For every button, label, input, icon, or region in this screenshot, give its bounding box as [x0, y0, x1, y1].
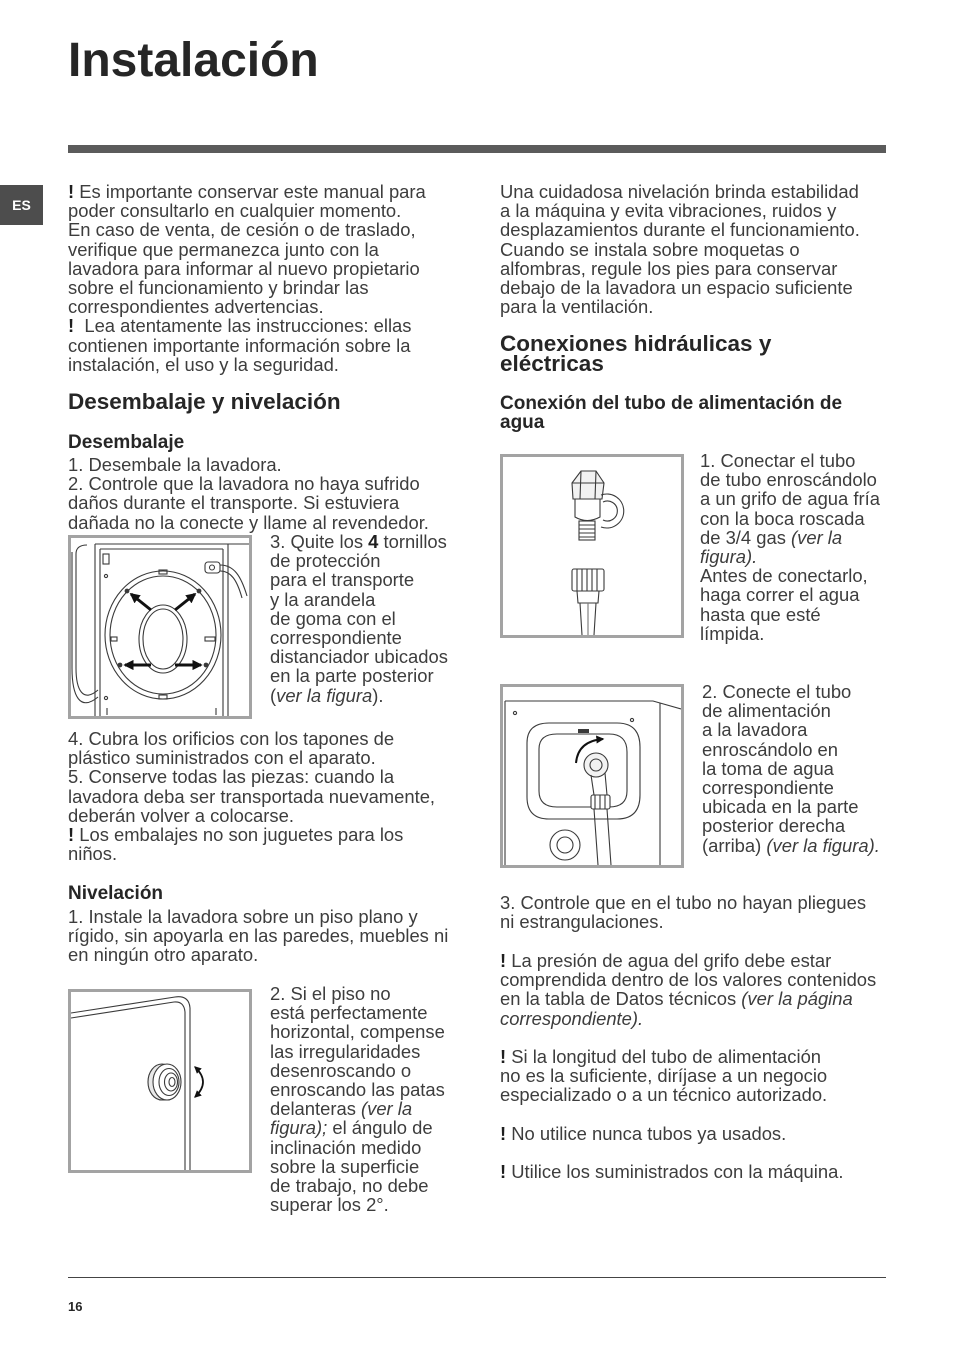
text-line	[702, 720, 880, 739]
text-run: límpida.	[700, 622, 765, 644]
text-line	[500, 413, 842, 432]
text-run: distanciador ubicados	[270, 646, 448, 668]
text-run: no es la suficiente, diríjase a un negocio	[500, 1065, 828, 1087]
text-line	[68, 355, 426, 374]
warning-mark: !	[500, 1123, 507, 1144]
warning-mark: !	[68, 181, 75, 202]
text-line	[270, 1195, 445, 1214]
tap-hose-figure	[500, 454, 684, 638]
text-run: rígido, sin apoyarla en las paredes, muebles ni	[68, 925, 449, 947]
text-line	[270, 1118, 445, 1137]
text-run: ni estrangulaciones.	[500, 911, 664, 933]
text-line	[68, 806, 435, 825]
text-run: en ningún otro aparato.	[68, 944, 259, 966]
footer-rule	[68, 1277, 886, 1278]
unpacking-figure-caption	[270, 532, 448, 705]
text-line	[270, 1080, 445, 1099]
subheading-unpacking: Desembalaje	[68, 432, 185, 453]
text-line	[68, 493, 429, 512]
text-run: Utilice los suministrados con la máquina.	[506, 1161, 844, 1182]
text-line	[702, 740, 880, 759]
text-run: a la lavadora	[702, 719, 808, 741]
text-line	[702, 701, 880, 720]
text-line	[700, 566, 880, 585]
text-run: en la tabla de Datos técnicos	[500, 988, 742, 1010]
text-line	[700, 624, 880, 643]
text-run: poder consultarlo en cualquier momento.	[68, 200, 402, 222]
text-line	[500, 970, 876, 989]
text-run: enroscándolo en	[702, 738, 838, 760]
italic-reference: figura).	[700, 546, 758, 568]
text-run: ).	[372, 684, 384, 706]
text-line	[270, 666, 448, 685]
text-run: 5. Conserve todas las piezas: cuando la	[68, 766, 395, 788]
page-number: 16	[68, 1299, 83, 1314]
rotation-arrow	[195, 1067, 203, 1097]
warning-mark: !	[68, 315, 75, 337]
leveling-foot-figure	[68, 989, 252, 1173]
text-run: debajo de la lavadora un espacio suficiente	[500, 277, 853, 299]
text-line	[700, 547, 880, 566]
warning-mark: !	[500, 950, 507, 971]
text-line	[702, 759, 880, 778]
text-line	[68, 844, 435, 863]
leveling-figure-caption	[270, 984, 445, 1214]
text-run: horizontal, compense	[270, 1021, 445, 1043]
subheading-water-hose	[500, 394, 842, 432]
text-run: correspondiente	[270, 627, 402, 649]
warning-mark: !	[500, 1161, 507, 1182]
text-line	[270, 1138, 445, 1157]
text-run: agua	[500, 412, 545, 433]
text-run: (arriba)	[702, 834, 767, 856]
bold-text: 4	[368, 531, 379, 552]
text-run: el ángulo de	[327, 1117, 433, 1139]
text-run: a la máquina y evita vibraciones, ruidos y	[500, 200, 837, 222]
warning-mark: !	[500, 1046, 507, 1067]
language-tab: ES	[0, 185, 43, 225]
text-run: Antes de conectarlo,	[700, 565, 868, 587]
text-run: alfombras, regule los pies para conservar	[500, 257, 838, 279]
drum-back-panel	[105, 570, 221, 699]
rear-screws-figure	[68, 535, 252, 719]
text-line	[68, 825, 435, 844]
text-line	[500, 240, 860, 259]
text-line	[500, 1162, 843, 1181]
text-run: 1. Desembale la lavadora.	[68, 454, 282, 475]
text-run: En caso de venta, de cesión o de traslado,	[68, 219, 416, 241]
text-line	[68, 729, 435, 748]
text-line	[700, 489, 880, 508]
leveling-foot	[148, 1064, 181, 1100]
inlet-valve-with-hose	[584, 753, 611, 865]
text-run: sobre el funcionamiento y brindar las	[68, 277, 369, 299]
text-run: y la arandela	[270, 588, 376, 610]
text-line	[702, 816, 880, 835]
text-line	[68, 201, 426, 220]
italic-reference: figura);	[270, 1117, 328, 1139]
text-line	[500, 259, 860, 278]
inlet-connection-figure	[500, 684, 684, 868]
text-line	[68, 787, 435, 806]
text-run: para la ventilación.	[500, 296, 654, 318]
text-run: ubicada en la parte	[702, 796, 859, 818]
text-run: Los embalajes no son juguetes para los	[74, 824, 404, 846]
italic-reference: (ver la página	[741, 988, 853, 1010]
text-run: comprendida dentro de los valores contenidos	[500, 969, 877, 991]
text-run: 2. Conecte el tubo	[702, 681, 852, 702]
text-line	[270, 1061, 445, 1080]
used-hose-warning	[500, 1124, 786, 1143]
header-rule	[68, 145, 886, 153]
italic-reference: (ver la	[791, 526, 843, 548]
italic-reference: correspondiente).	[500, 1007, 644, 1029]
text-run: inclinación medido	[270, 1136, 422, 1158]
text-run: de alimentación	[702, 700, 831, 722]
text-line	[270, 1099, 445, 1118]
text-run: 3. Quite los	[270, 531, 369, 552]
text-line	[270, 1042, 445, 1061]
section-heading-unpacking-leveling: Desembalaje y nivelación	[68, 389, 341, 414]
inlet-valve	[205, 562, 247, 598]
text-line	[700, 509, 880, 528]
text-line	[500, 201, 860, 220]
hose-check-step	[500, 893, 866, 931]
text-run: posterior derecha	[702, 815, 846, 837]
tap-connection-caption	[700, 451, 880, 643]
text-run: desplazamientos durante el funcionamiento.	[500, 219, 860, 241]
text-line	[500, 351, 771, 376]
hose-connector	[572, 569, 604, 635]
text-line	[500, 182, 860, 201]
text-run: Si la longitud del tubo de alimentación	[506, 1046, 822, 1067]
tap-hose-illustration	[503, 457, 681, 635]
text-line	[270, 609, 448, 628]
unpacking-steps	[68, 455, 429, 532]
pressure-warning	[500, 951, 876, 1028]
washer-rear-illustration	[71, 538, 249, 716]
text-run: sobre la superficie	[270, 1155, 420, 1177]
text-line	[700, 451, 880, 470]
text-line	[700, 605, 880, 624]
text-line	[270, 570, 448, 589]
inlet-recess	[527, 723, 640, 819]
text-line	[68, 767, 435, 786]
text-line	[68, 748, 435, 767]
leveling-intro-paragraph	[500, 182, 860, 316]
text-line	[500, 1085, 827, 1104]
text-line	[500, 394, 842, 413]
text-line	[68, 220, 426, 239]
text-line	[702, 778, 880, 797]
text-run: la toma de agua	[702, 757, 834, 779]
italic-reference: ver la figura	[276, 684, 373, 706]
text-run: dañada no la conecte y llame al revendedor.	[68, 511, 429, 533]
text-line	[700, 585, 880, 604]
text-line	[270, 1157, 445, 1176]
hose-length-warning	[500, 1047, 827, 1105]
text-line	[270, 532, 448, 551]
supplied-hose-warning	[500, 1162, 843, 1181]
text-run: tornillos	[378, 531, 447, 552]
text-line	[68, 316, 426, 335]
text-run: 4. Cubra los orificios con los tapones de	[68, 728, 395, 749]
text-run: No utilice nunca tubos ya usados.	[506, 1123, 787, 1144]
text-run: hasta que esté	[700, 603, 821, 625]
text-line	[270, 686, 448, 705]
text-run: Es importante conservar este manual para	[74, 181, 426, 202]
text-run: plástico suministrados con el aparato.	[68, 747, 376, 769]
text-run: 1. Conectar el tubo	[700, 450, 856, 471]
text-line	[270, 984, 445, 1003]
text-run: lavadora deba ser transportada nuevamente,	[68, 785, 436, 807]
text-line	[702, 836, 880, 855]
rear-port	[550, 830, 580, 860]
text-line	[270, 1022, 445, 1041]
leveling-steps	[68, 907, 448, 965]
text-run: Lea atentamente las instrucciones: ellas	[74, 315, 412, 337]
subheading-leveling: Nivelación	[68, 883, 164, 904]
text-run: correspondientes advertencias.	[68, 296, 324, 318]
text-run: Cuando se instala sobre moquetas o	[500, 238, 800, 260]
rear-panel-outline	[505, 701, 681, 865]
text-run: enroscando las patas	[270, 1079, 445, 1101]
text-line	[700, 470, 880, 489]
text-run: niños.	[68, 843, 118, 865]
inlet-connection-illustration	[503, 687, 681, 865]
italic-reference: (ver la	[361, 1098, 413, 1120]
text-line	[270, 647, 448, 666]
inlet-connection-caption	[702, 682, 880, 855]
text-run: verifique que permanezca junto con la	[68, 238, 379, 260]
text-line	[68, 513, 429, 532]
transport-screws	[118, 589, 209, 668]
washer-rear-outline	[95, 544, 249, 716]
text-line	[270, 628, 448, 647]
italic-reference: (ver la figura).	[766, 834, 880, 856]
text-line	[270, 551, 448, 570]
text-run: Conexión del tubo de alimentación de	[500, 393, 843, 414]
text-run: deberán volver a colocarse.	[68, 804, 294, 826]
text-line	[68, 259, 426, 278]
text-run: (	[270, 684, 277, 706]
drain-hose	[72, 545, 98, 703]
text-run: está perfectamente	[270, 1002, 428, 1024]
text-run: para el transporte	[270, 569, 415, 591]
text-run: Una cuidadosa nivelación brinda estabilidad	[500, 181, 859, 202]
text-line	[500, 912, 866, 931]
text-run: especializado o a un técnico autorizado.	[500, 1084, 828, 1106]
text-line	[500, 1047, 827, 1066]
text-line	[500, 951, 876, 970]
text-run: en la parte posterior	[270, 665, 434, 687]
text-run: haga correr el agua	[700, 584, 860, 606]
text-run: con la boca roscada	[700, 507, 865, 529]
text-run: correspondiente	[702, 777, 834, 799]
unpacking-more-steps	[68, 729, 435, 863]
warning-mark: !	[68, 824, 75, 846]
text-run: lavadora para informar al nuevo propietario	[68, 257, 420, 279]
text-line	[68, 297, 426, 316]
text-line	[500, 278, 860, 297]
text-line	[68, 926, 448, 945]
text-run: las irregularidades	[270, 1040, 421, 1062]
text-line	[500, 1009, 876, 1028]
text-line	[702, 797, 880, 816]
text-run: 2. Controle que la lavadora no haya sufrido	[68, 473, 420, 495]
text-line	[68, 474, 429, 493]
text-run: de protección	[270, 550, 381, 572]
text-line	[68, 182, 426, 201]
text-run: de goma con el	[270, 607, 396, 629]
text-line	[500, 1066, 827, 1085]
text-run: superar los 2°.	[270, 1194, 389, 1216]
text-line	[270, 1176, 445, 1195]
text-run: 3. Controle que en el tubo no hayan pliegues	[500, 892, 867, 913]
text-line	[68, 455, 429, 474]
text-run: a un grifo de agua fría	[700, 488, 880, 510]
text-line	[500, 989, 876, 1008]
page-title: Instalación	[68, 34, 319, 87]
text-line	[500, 1124, 786, 1143]
text-line	[702, 682, 880, 701]
text-run: contienen importante información sobre la	[68, 334, 411, 356]
text-line	[68, 945, 448, 964]
text-line	[500, 220, 860, 239]
text-line	[68, 278, 426, 297]
text-line	[500, 297, 860, 316]
text-line	[68, 907, 448, 926]
text-run: de 3/4 gas	[700, 526, 792, 548]
text-line	[68, 240, 426, 259]
text-run: 1. Instale la lavadora sobre un piso plano y	[68, 906, 418, 927]
leveling-foot-illustration	[71, 992, 249, 1170]
text-run: instalación, el uso y la seguridad.	[68, 353, 339, 375]
inlet-marker	[578, 729, 589, 733]
text-run: de tubo enroscándolo	[700, 469, 877, 491]
text-run: de trabajo, no debe	[270, 1175, 429, 1197]
text-run: delanteras	[270, 1098, 361, 1120]
text-run: 2. Si el piso no	[270, 983, 391, 1004]
text-line	[68, 336, 426, 355]
text-run: Conexiones hidráulicas y	[500, 331, 772, 356]
intro-paragraph	[68, 182, 426, 374]
water-tap	[572, 471, 624, 540]
section-heading-connections	[500, 331, 772, 376]
text-run: daños durante el transporte. Si estuviera	[68, 492, 400, 514]
text-run: eléctricas	[500, 351, 604, 376]
text-line	[270, 1003, 445, 1022]
text-run: La presión de agua del grifo debe estar	[506, 950, 832, 971]
text-line	[500, 893, 866, 912]
text-line	[270, 590, 448, 609]
text-run: desenroscando o	[270, 1059, 412, 1081]
text-line	[700, 528, 880, 547]
